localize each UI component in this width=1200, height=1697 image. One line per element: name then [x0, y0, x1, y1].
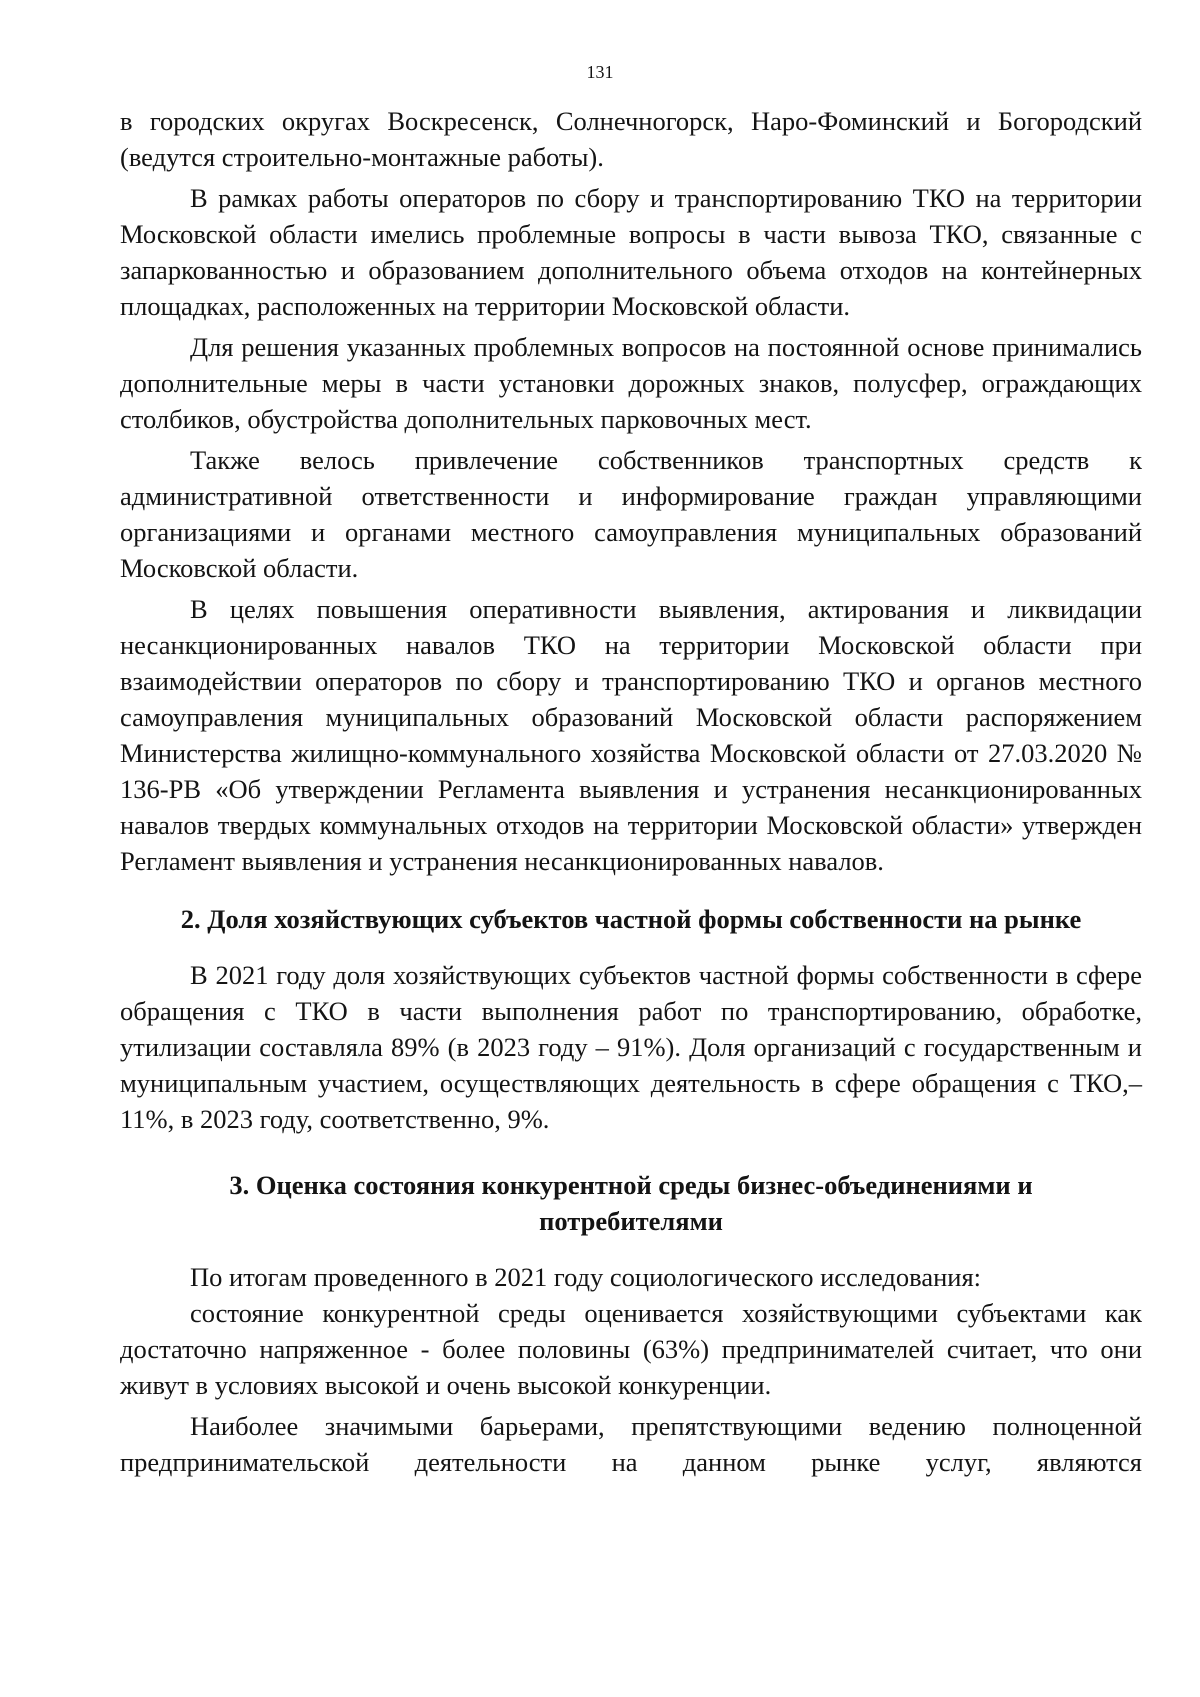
section-3-intro: По итогам проведенного в 2021 году социологического исследования:	[190, 1262, 982, 1292]
paragraph-regulation: В целях повышения оперативности выявления, актирования и ликвидации несанкционированных навалов ТКО на территории Московской области при взаимодействии операторов по сбору и транспортированию ТКО и органов местного самоуправления муниципальных образований Московской области распоряжением Министерства жилищно-коммунального хозяйства Московской области от 27.03.2020 № 136-РВ «Об утверждении Регламента выявления и устранения несанкционированных навалов твердых коммунальных отходов на территории Московской области» утвержден Регламент выявления и устранения несанкционированных навалов.	[120, 594, 1142, 876]
section-2-heading: 2. Доля хозяйствующих субъектов частной формы собственности на рынке	[180, 904, 1082, 934]
page-number: 131	[586, 62, 614, 82]
section-3-paragraph-barriers: Наиболее значимыми барьерами, препятствующими ведению полноценной предпринимательской деятельности на данном рынке услуг, являются	[120, 1411, 1142, 1477]
paragraph-operators-issues: В рамках работы операторов по сбору и транспортированию ТКО на территории Московской области имелись проблемные вопросы в части вывоза ТКО, связанные с запаркованностью и образованием дополнительного объема отходов на контейнерных площадках, расположенных на территории Московской области.	[120, 183, 1142, 321]
paragraph-liability: Также велось привлечение собственников транспортных средств к административной ответственности и информирование граждан управляющими организациями и органами местного самоуправления муниципальных образований Московской области.	[120, 445, 1142, 583]
document-body	[120, 103, 1142, 1480]
paragraph-continuation: в городских округах Воскресенск, Солнечногорск, Наро-Фоминский и Богородский (ведутся строительно-монтажные работы).	[120, 106, 1142, 172]
section-3-paragraph-competition: состояние конкурентной среды оценивается хозяйствующими субъектами как достаточно напряженное - более половины (63%) предпринимателей считает, что они живут в условиях высокой и очень высокой конкуренции.	[120, 1298, 1142, 1400]
paragraph-measures: Для решения указанных проблемных вопросов на постоянной основе принимались дополнительные меры в части установки дорожных знаков, полусфер, ограждающих столбиков, обустройства дополнительных парковочных мест.	[120, 332, 1142, 434]
section-3-heading: 3. Оценка состояния конкурентной среды бизнес-объединениями и потребителями	[229, 1170, 1033, 1236]
section-2-paragraph: В 2021 году доля хозяйствующих субъектов частной формы собственности в сфере обращения с ТКО в части выполнения работ по транспортированию, обработке, утилизации составляла 89% (в 2023 году – 91%). Доля организаций с государственным и муниципальным участием, осуществляющих деятельность в сфере обращения с ТКО,– 11%, в 2023 году, соответственно, 9%.	[120, 960, 1142, 1134]
